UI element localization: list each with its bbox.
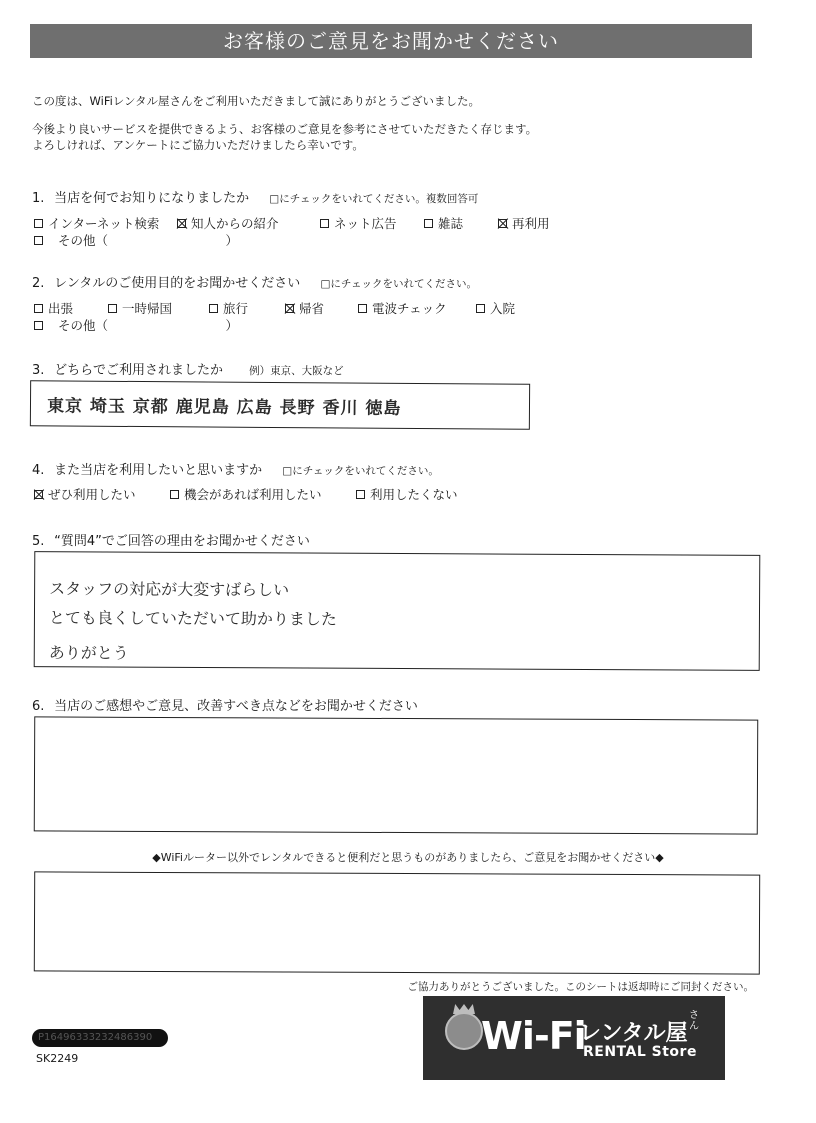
q2-other-field[interactable]	[58, 316, 238, 334]
q1-internet-search-label: インターネット検索	[48, 216, 160, 231]
question-6-number: 6.	[32, 699, 45, 714]
q2-option-hospital[interactable]	[476, 299, 515, 317]
question-1-number: 1.	[32, 191, 45, 206]
question-5	[32, 530, 310, 549]
q1-other-close: ）	[225, 233, 238, 248]
q4-definitely-label: ぜひ利用したい	[48, 487, 136, 502]
extra-answer-box[interactable]	[34, 871, 760, 974]
q2-option-signal-check[interactable]	[358, 299, 447, 317]
question-6	[32, 695, 418, 714]
q4-option-definitely[interactable]	[34, 485, 136, 503]
q2-hospital-checkbox[interactable]	[476, 304, 485, 313]
question-4-text: また当店を利用したいと思いますか	[54, 463, 263, 478]
brand-logo	[423, 996, 725, 1080]
question-4-note: □にチェックをいれてください。	[282, 465, 439, 477]
thanks-note: ご協力ありがとうございました。このシートは返却時にご同封ください。	[407, 981, 754, 993]
q2-option-other[interactable]	[34, 316, 238, 334]
q1-other-label: その他（	[58, 233, 109, 248]
logo-jp-text: レンタル屋	[579, 1021, 688, 1046]
question-5-text: “質問4”でご回答の理由をお聞かせください	[54, 534, 310, 549]
q2-hospital-label: 入院	[490, 301, 516, 316]
question-2-number: 2.	[32, 276, 45, 291]
q1-reuse-checkbox[interactable]	[498, 219, 507, 228]
q1-option-internet-search[interactable]	[34, 214, 159, 232]
q4-option-if-chance[interactable]	[170, 485, 322, 503]
question-4	[32, 459, 439, 478]
question-2-note: □にチェックをいれてください。	[320, 278, 478, 290]
q2-signal-check-label: 電波チェック	[372, 301, 447, 316]
q2-option-travel[interactable]	[209, 299, 248, 317]
question-3-text: どちらでご利用されましたか	[54, 363, 224, 378]
q5-answer-line-2: とても良くしていただいて助かりました	[48, 608, 338, 629]
question-3-example: 例）東京、大阪など	[249, 365, 344, 377]
q4-definitely-checkbox[interactable]	[34, 490, 43, 499]
q1-reuse-label: 再利用	[512, 216, 550, 231]
q5-answer-box[interactable]	[34, 551, 761, 671]
q1-internet-search-checkbox[interactable]	[34, 219, 43, 228]
question-1-text: 当店を何でお知りになりましたか	[54, 191, 250, 206]
q1-option-referral[interactable]	[177, 214, 279, 232]
extra-question: ◆WiFiルーター以外でレンタルできると便利だと思うものがありましたら、ご意見をお聞かせください◆	[152, 851, 664, 864]
question-2	[32, 272, 477, 291]
q2-business-trip-checkbox[interactable]	[34, 304, 43, 313]
q1-net-ad-label: ネット広告	[334, 216, 397, 231]
q4-if-chance-checkbox[interactable]	[170, 490, 179, 499]
redacted-code-bar	[32, 1029, 168, 1047]
barcode-text: P16496333232486390	[38, 1032, 153, 1043]
q1-option-other[interactable]	[34, 231, 238, 249]
sheet-code: SK2249	[36, 1052, 79, 1065]
question-3-number: 3.	[32, 363, 45, 378]
q2-travel-label: 旅行	[223, 301, 249, 316]
q1-other-checkbox[interactable]	[34, 236, 43, 245]
intro-line-3: よろしければ、アンケートにご協力いただけましたら幸いです。	[32, 138, 364, 152]
q2-option-homecoming[interactable]	[285, 299, 324, 317]
logo-en-text: RENTAL Store	[583, 1044, 697, 1060]
q1-option-net-ad[interactable]	[320, 214, 397, 232]
q1-option-reuse[interactable]	[498, 214, 550, 232]
q4-no-label: 利用したくない	[370, 487, 458, 502]
q1-magazine-checkbox[interactable]	[424, 219, 433, 228]
q2-business-trip-label: 出張	[48, 301, 74, 316]
q2-other-label: その他（	[58, 318, 109, 333]
logo-wifi-text: Wi-Fi	[481, 1014, 586, 1058]
q2-temp-return-label: 一時帰国	[122, 301, 173, 316]
q1-other-field[interactable]	[58, 231, 238, 249]
logo-san-text: さん	[689, 1010, 699, 1032]
q1-referral-checkbox[interactable]	[177, 219, 186, 228]
question-1-note: □にチェックをいれてください。複数回答可	[269, 193, 479, 205]
q4-no-checkbox[interactable]	[356, 490, 365, 499]
q4-option-no[interactable]	[356, 485, 458, 503]
q2-signal-check-checkbox[interactable]	[358, 304, 367, 313]
q1-net-ad-checkbox[interactable]	[320, 219, 329, 228]
intro-line-2: 今後より良いサービスを提供できるよう、お客様のご意見を参考にさせていただきたく存じます。	[32, 122, 538, 136]
question-5-number: 5.	[32, 534, 45, 549]
question-1	[32, 187, 478, 206]
q2-option-temp-return[interactable]	[108, 299, 172, 317]
q2-temp-return-checkbox[interactable]	[108, 304, 117, 313]
crown-mascot-icon	[445, 1012, 483, 1050]
q6-answer-box[interactable]	[34, 716, 758, 834]
q1-option-magazine[interactable]	[424, 214, 463, 232]
q2-other-close: ）	[225, 318, 238, 333]
q4-if-chance-label: 機会があれば利用したい	[184, 487, 322, 502]
q3-handwritten-answer: 東京 埼玉 京都 鹿児島 広島 長野 香川 徳島	[46, 396, 402, 419]
q2-travel-checkbox[interactable]	[209, 304, 218, 313]
q3-answer-box[interactable]	[30, 380, 530, 429]
question-4-number: 4.	[32, 463, 45, 478]
survey-title-bar	[30, 24, 752, 58]
q2-homecoming-label: 帰省	[299, 301, 325, 316]
q1-referral-label: 知人からの紹介	[191, 216, 279, 231]
survey-title: お客様のご意見をお聞かせください	[223, 29, 559, 53]
q2-option-business-trip[interactable]	[34, 299, 73, 317]
question-3	[32, 359, 344, 378]
q2-homecoming-checkbox[interactable]	[285, 304, 294, 313]
q5-answer-line-3: ありがとう	[48, 643, 129, 663]
question-6-text: 当店のご感想やご意見、改善すべき点などをお聞かせください	[54, 699, 418, 714]
q2-other-checkbox[interactable]	[34, 321, 43, 330]
q1-magazine-label: 雑誌	[438, 216, 464, 231]
q5-answer-line-1: スタッフの対応が大変すばらしい	[49, 579, 290, 600]
intro-line-1: この度は、WiFiレンタル屋さんをご利用いただきまして誠にありがとうございました。	[32, 94, 481, 108]
question-2-text: レンタルのご使用目的をお聞かせください	[54, 276, 301, 291]
